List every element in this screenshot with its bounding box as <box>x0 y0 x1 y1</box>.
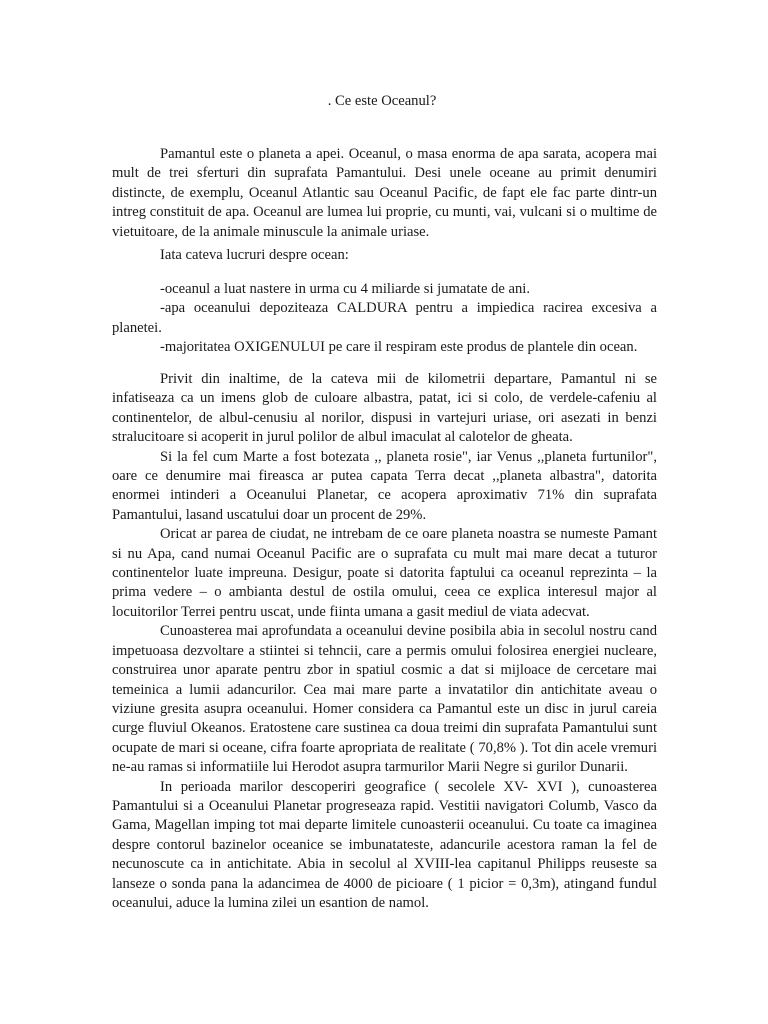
document-title <box>0 92 768 111</box>
body-paragraph: Cunoasterea mai aprofundata a oceanului devine posibila abia in secolul nostru cand impetuoasa dezvoltare a stiintei si tehncii, care a permis omului folosirea energiei nucleare, construirea unor aparate pentru zbor in spatiul cosmic a dat si mijloace de cercetare mai temeinica a lumii adancurilor. Cea mai mare parte a invatatilor din antichitate aveau o viziune gresita asupra oceanului. Homer considera ca Pamantul este un disc in jurul careia curge fluviul Okeanos. Eratostene care sustinea ca doua treimi din suprafata Pamantului sunt ocupate de mari si oceane, cifra foarte apropriata de realitate ( 70,8% ). Tot din acele vremuri ne-au ramas si informatiile lui Herodot asupra tarmurilor Marii Negre si gurilor Dunarii. <box>112 623 657 776</box>
body-paragraph: In perioada marilor descoperiri geografice ( secolele XV- XVI ), cunoasterea Pamantului si a Oceanului Planetar progreseaza rapid. Vestitii navigatori Columb, Vasco da Gama, Magellan imping tot mai departe limitele cunoasterii oceanului. Cu toate ca imaginea despre contorul bazinelor oceanice se imbunatateste, adancurile acestora raman la fel de necunoscute ca in antichitate. Abia in secolul al XVIII-lea capitanul Philipps reuseste sa lanseze o sonda pana la adancimea de 4000 de picioare ( 1 picior = 0,3m), atingand fundul oceanului, aduce la lumina zilei un esantion de namol. <box>112 778 657 911</box>
fact-item: -majoritatea OXIGENULUI pe care il respiram este produs de plantele din ocean. <box>160 339 638 356</box>
document-title-text: . Ce este Oceanul? <box>327 93 437 109</box>
intro-section <box>112 145 657 242</box>
body-paragraph: Si la fel cum Marte a fost botezata ,, planeta rosie", iar Venus ,,planeta furtunilor", oare ce denumire mai fireasca ar putea capata Terra decat ,,planeta albastra", datorita enormei intinderi a Oceanului Planetar, ce acopera aproximativ 71% din suprafata Pamantului, lasand uscatului doar un procent de 29%. <box>112 448 657 523</box>
body-paragraph: Oricat ar parea de ciudat, ne intrebam de ce oare planeta noastra se numeste Pamant si nu Apa, cand numai Oceanul Pacific are o suprafata cu mult mai mare decat a tuturor continentelor luate impreuna. Desigur, poate si datorita faptului ca oceanul reprezinta – la prima vedere – o ambianta destul de ostila omului, ceea ce explica interesul major al locuitorilor Terrei pentru uscat, unde fiinta umana a gasit mediul de viata adecvat. <box>112 526 657 620</box>
lead-in-paragraph: Iata cateva lucruri despre ocean: <box>160 247 349 263</box>
body-paragraph: Privit din inaltime, de la cateva mii de kilometrii departare, Pamantul ni se infatiseaza ca un imens glob de culoare albastra, patat, ici si colo, de verdele-cafeniu al continentelor, de albul-cenusiu al norilor, dispusi in vartejuri uriase, ori asezati in benzi stralucitoare si acoperit in jurul polilor de albul imaculat al calotelor de gheata. <box>112 371 657 446</box>
fact-item: -apa oceanului depoziteaza CALDURA pentru a impiedica racirea excesiva a planetei. <box>112 300 657 336</box>
intro-paragraph: Pamantul este o planeta a apei. Oceanul, o masa enorma de apa sarata, acopera mai mult de trei sferturi din suprafata Pamantului. Desi unele oceane au primit denumiri distincte, de exemplu, Oceanul Atlantic sau Oceanul Pacific, de fapt ele fac parte dintr-un intreg constituit de apa. Oceanul are lumea lui proprie, cu munti, vai, vulcani si o multime de vietuitoare, de la animale minuscule la animale uriase. <box>112 146 657 240</box>
fact-item: -oceanul a luat nastere in urma cu 4 miliarde si jumatate de ani. <box>160 281 530 297</box>
facts-list <box>112 280 657 358</box>
lead-in-section <box>112 246 657 265</box>
essay-section <box>112 370 657 913</box>
